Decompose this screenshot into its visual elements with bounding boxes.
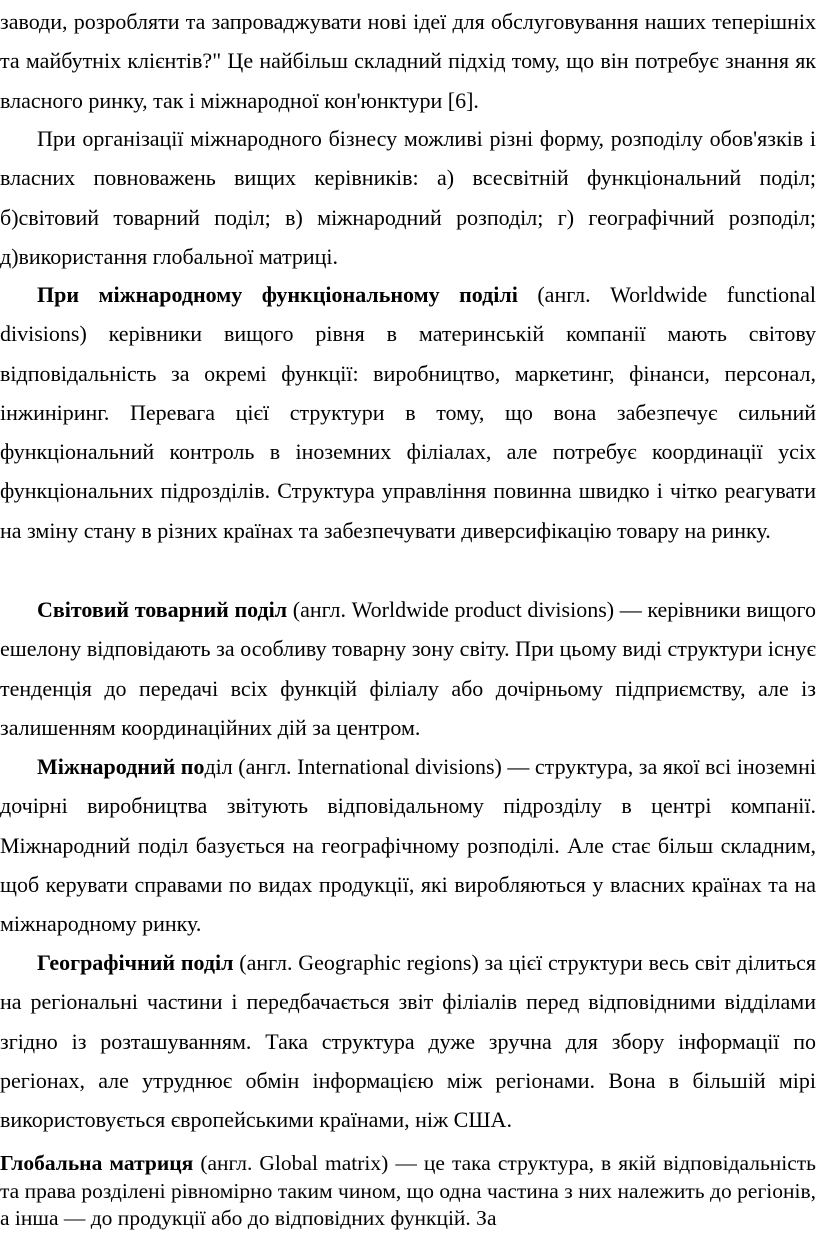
paragraph-5-text: діл (англ. International divisions) — структура, за якої всі іноземні дочірні виробництва звітують відповідальному підрозділу в центрі компанії. Міжнародний поділ базується на географічному розподілі. Але стає більш складним, щоб керувати справами по видах продукції, які виробляються у власних країнах та на міжнародному ринку. [0, 754, 816, 937]
paragraph-3-term: При міжнародному функціональному поділі [37, 282, 518, 307]
paragraph-1-text: заводи, розробляти та запроваджувати нові ідеї для обслуговування наших теперішніх та майбутніх клієнтів?" Це найбільш складний підхід тому, що він потребує знання як власного ринку, так і міжнародної кон'юнктури [6]. [0, 9, 816, 113]
paragraph-5-term: Міжнародний по [37, 754, 205, 779]
paragraph-4 [0, 590, 816, 747]
paragraph-4-term: Світовий товарний поділ [37, 597, 288, 622]
paragraph-7-term: Глобальна матриця [0, 1151, 194, 1175]
paragraph-6-term: Географічний поділ [37, 950, 234, 975]
paragraph-3 [0, 275, 816, 550]
paragraph-5 [0, 747, 816, 943]
paragraph-7-text: (англ. Global matrix) — це така структура, в якій відповідальність та права розділені рівномірно таким чином, що одна частина з них належить до регіонів, а інша — до продукції або до відповідних функцій. За [0, 1151, 816, 1230]
paragraph-7 [0, 1150, 816, 1233]
paragraph-4-text: (англ. Worldwide product divisions) — керівники вищого ешелону відповідають за особливу товарну зону світу. При цьому виді структури існує тенденція до передачі всіх функцій філіалу або дочірньому підприємству, але із залишенням координаційних дій за центром. [0, 597, 816, 740]
paragraph-2-text: При організації міжнародного бізнесу можливі різні форму, розподілу обов'язків і власних повноважень вищих керівників: а) всесвітній функціональний поділ; б)світовий товарний поділ; в) міжнародний розподіл; г) географічний розподіл; д)використання глобальної матриці. [0, 126, 816, 269]
paragraph-6-text: (англ. Geographic regions) за цієї структури весь світ ділиться на регіональні частини і передбачається звіт філіалів перед відповідними відділами згідно із розташуванням. Така структура дуже зручна для збору інформації по регіонах, але утруднює обмін інформацією між регіонами. Вона в більшій мірі використовується європейськими країнами, ніж США. [0, 950, 816, 1133]
paragraph-2 [0, 119, 816, 276]
paragraph-1 [0, 2, 816, 120]
paragraph-6 [0, 943, 816, 1139]
paragraph-3-text: (англ. Worldwide functional divisions) керівники вищого рівня в материнській компанії мають світову відповідальність за окремі функції: виробництво, маркетинг, фінанси, персонал, інжиніринг. Перевага цієї структури в тому, що вона забезпечує сильний функціональний контроль в іноземних філіалах, але потребує координації усіх функціональних підрозділів. Структура управління повинна швидко і чітко реагувати на зміну стану в різних країнах та забезпечувати диверсифікацію товару на ринку. [0, 282, 816, 543]
